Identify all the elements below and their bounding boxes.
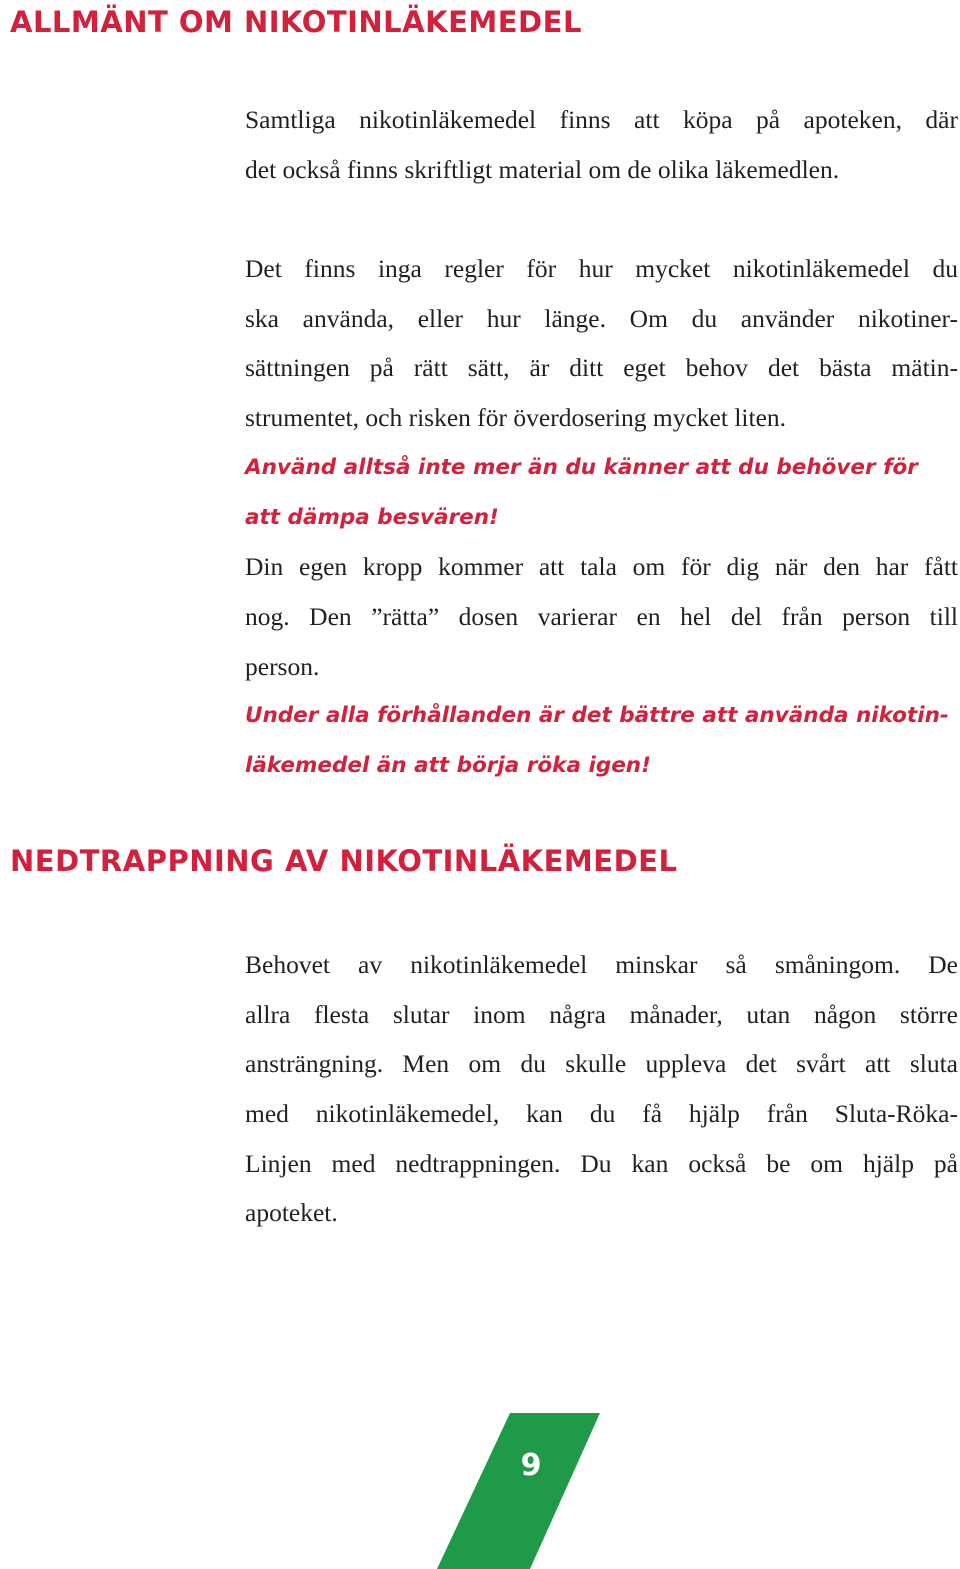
body-line: Din egen kropp kommer att tala om för dig när den har fått [245, 552, 958, 582]
body-line: Samtliga nikotinläkemedel finns att köpa på apoteken, där [245, 105, 958, 134]
section-tapering-body [245, 940, 958, 1238]
body-line: nog. Den ”rätta” dosen varierar en hel del från person till [245, 601, 958, 631]
green-stripe-shape [437, 1413, 600, 1569]
body-line: Behovet av nikotinläkemedel minskar så småningom. De [245, 950, 958, 979]
body-line: med nikotinläkemedel, kan du få hjälp från Sluta-Röka- [245, 1099, 958, 1129]
emphasis-line: Använd alltså inte mer än du känner att du behöver för [245, 454, 918, 480]
body-line: apoteket. [245, 1198, 338, 1228]
body-line: ska använda, eller hur länge. Om du använder nikotiner- [245, 303, 958, 333]
body-line: sättningen på rätt sätt, är ditt eget behov det bästa mätin- [245, 353, 958, 383]
body-line: det också finns skriftligt material om de olika läkemedlen. [245, 154, 840, 184]
body-line: person. [245, 651, 320, 681]
section-heading-general: ALLMÄNT OM NIKOTINLÄKEMEDEL [10, 5, 582, 39]
body-line: Det finns inga regler för hur mycket nikotinläkemedel du [245, 254, 958, 284]
paragraph-gap [245, 194, 958, 244]
section-general-body [245, 95, 958, 791]
body-line: allra flesta slutar inom några månader, utan någon större [245, 999, 958, 1029]
emphasis-line: läkemedel än att börja röka igen! [245, 752, 651, 778]
emphasis-line: Under alla förhållanden är det bättre att använda nikotin- [245, 703, 949, 729]
body-line: Linjen med nedtrappningen. Du kan också be om hjälp på [245, 1148, 958, 1178]
body-line: ansträngning. Men om du skulle uppleva det svårt att sluta [245, 1049, 958, 1079]
section-heading-tapering: NEDTRAPPNING AV NIKOTINLÄKEMEDEL [10, 844, 678, 878]
body-line: strumentet, och risken för överdosering mycket liten. [245, 403, 787, 433]
emphasis-line: att dämpa besvären! [245, 504, 499, 530]
page-number: 9 [520, 1448, 542, 1483]
